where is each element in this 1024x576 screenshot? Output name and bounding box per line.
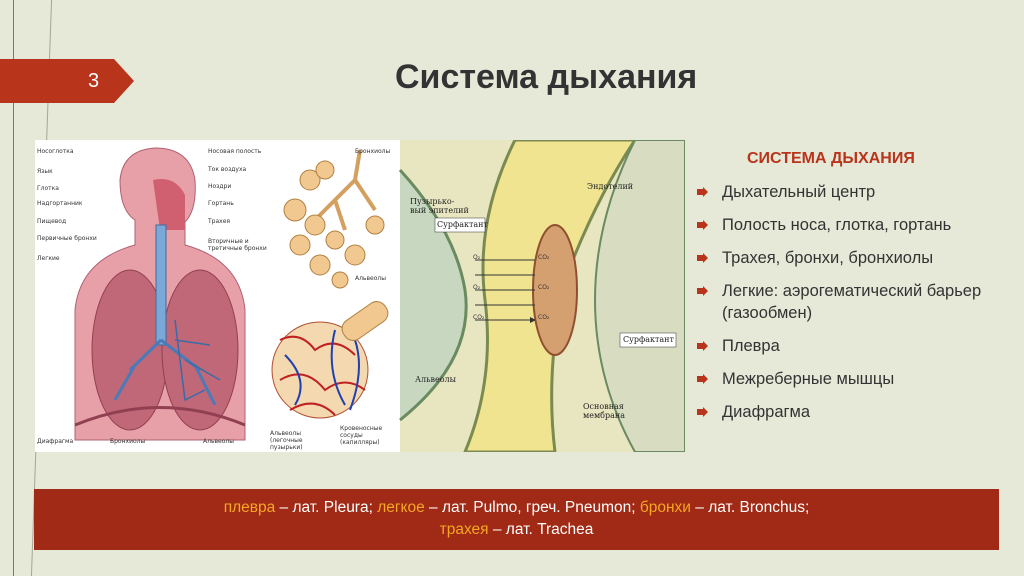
label-basement-membrane: Основная мембрана <box>583 402 625 420</box>
slide-title: Система дыхания <box>395 58 698 96</box>
term-bronchi-latin: – лат. Bronchus; <box>690 499 810 516</box>
list-item <box>697 368 997 390</box>
label-bronchioles-cluster: Бронхиолы <box>355 148 391 155</box>
bronchiole-cluster-drawing <box>284 150 384 288</box>
term-lung: легкое <box>377 499 425 516</box>
list-item-text: Легкие: аэрогематический барьер (газообмен) <box>722 282 982 322</box>
label-bronchioles: Бронхиолы <box>110 438 146 445</box>
label-larynx: Гортань <box>208 200 234 207</box>
latin-terms-text <box>34 489 999 541</box>
label-pharynx: Глотка <box>37 185 59 192</box>
gas-label-co2-4: CO₂ <box>538 314 550 321</box>
gas-label-o2-2: O₂ <box>473 284 481 291</box>
term-pleura-latin: – лат. Pleura <box>275 499 369 516</box>
label-alveoli-cluster: Альвеолы <box>355 275 386 282</box>
gas-label-co2-2: CO₂ <box>538 284 550 291</box>
list-item <box>697 401 997 423</box>
respiratory-system-illustration <box>35 140 685 452</box>
arrow-bullet-icon <box>697 220 708 230</box>
alveoli-capillaries-drawing <box>272 298 392 418</box>
separator: ; <box>368 499 378 516</box>
list-item-text: Трахея, бронхи, бронхиолы <box>722 249 934 267</box>
label-alveolar-epithelium: Пузырько-вый эпителий <box>410 197 469 215</box>
label-nasal-cavity: Носовая полость <box>208 148 262 155</box>
label-nasopharynx: Носоглотка <box>37 148 74 155</box>
list-item-text: Межреберные мышцы <box>722 370 895 388</box>
label-primary-bronchi: Первичные бронхи <box>37 235 97 242</box>
list-item <box>697 181 997 203</box>
bullet-list <box>697 181 997 434</box>
label-esophagus: Пищевод <box>37 218 67 225</box>
label-epiglottis: Надгортанник <box>37 200 83 207</box>
gas-label-co2-1: CO₂ <box>538 254 550 261</box>
term-pleura: плевра <box>223 499 276 516</box>
label-diaphragm: Диафрагма <box>37 438 74 445</box>
latin-terms-box <box>34 489 999 550</box>
label-lungs: Легкие <box>37 255 60 262</box>
gas-label-o2-1: O₂ <box>473 254 481 261</box>
label-capillaries: Кровеносные сосуды (капилляры) <box>340 425 383 446</box>
list-item <box>697 247 997 269</box>
slide-number-tab <box>0 59 134 103</box>
label-nostrils: Ноздри <box>208 183 232 190</box>
list-item-text: Диафрагма <box>722 403 811 421</box>
arrow-bullet-icon <box>697 407 708 417</box>
label-trachea: Трахея <box>208 218 231 225</box>
term-bronchi: бронхи <box>639 499 691 516</box>
alveolar-barrier-micrograph <box>400 140 685 452</box>
list-item <box>697 214 997 236</box>
slide-number: 3 <box>88 70 100 92</box>
list-item <box>697 280 997 324</box>
term-trachea-latin: – лат. Trachea <box>488 521 594 538</box>
label-air-flow: Ток воздуха <box>208 166 247 173</box>
list-heading: СИСТЕМА ДЫХАНИЯ <box>747 150 915 167</box>
label-secondary-bronchi: Вторичные и третичные бронхи <box>208 238 267 252</box>
label-tongue: Язык <box>37 168 53 175</box>
list-item-text: Полость носа, глотка, гортань <box>722 216 952 234</box>
arrow-bullet-icon <box>697 253 708 263</box>
gas-label-co2-3: CO₂ <box>473 314 485 321</box>
label-alveoli-sacs: Альвеолы (легочные пузырьки) <box>270 430 303 451</box>
list-item-text: Дыхательный центр <box>722 183 876 201</box>
arrow-bullet-icon <box>697 286 708 296</box>
torso-anatomy-drawing <box>75 148 245 440</box>
label-surfactant-left: Сурфактант <box>437 220 488 229</box>
list-item-text: Плевра <box>722 337 780 355</box>
label-alveoli-micro: Альвеолы <box>415 375 456 384</box>
arrow-bullet-icon <box>697 187 708 197</box>
label-alveoli: Альвеолы <box>203 438 234 445</box>
list-item <box>697 335 997 357</box>
term-lung-latin: – лат. Pulmo, греч. Pneumon; <box>424 499 640 516</box>
label-endothelium: Эндотелий <box>587 182 634 191</box>
term-trachea: трахея <box>439 521 489 538</box>
arrow-bullet-icon <box>697 374 708 384</box>
arrow-bullet-icon <box>697 341 708 351</box>
label-surfactant-right: Сурфактант <box>623 335 674 344</box>
